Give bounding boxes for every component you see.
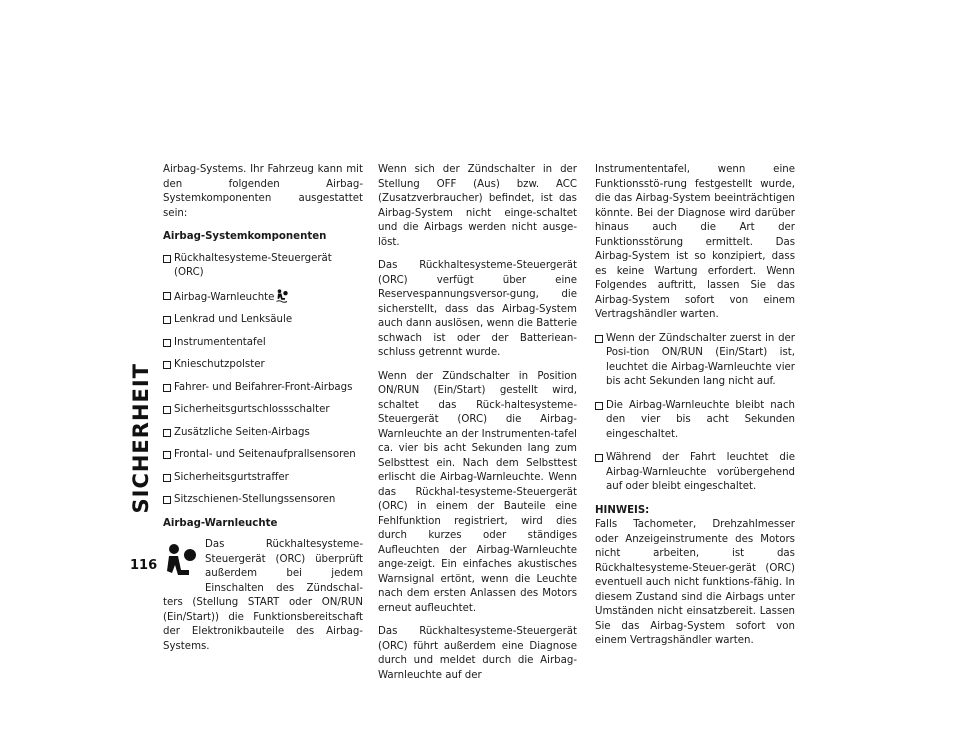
list-item: Lenkrad und Lenksäule [163, 313, 363, 328]
warning-light-paragraph: Das Rückhaltesysteme-Steuergerät (ORC) überprüft außerdem bei jedem Einschalten des Zündschal-ters (Stellung START oder ON/RUN (Ein/Start)) die Funktionsbereitschaft der Elektronikbauteile des Airbag-Systems. [163, 539, 363, 652]
section-label-text: SICHERHEIT [129, 362, 153, 513]
paragraph: Wenn sich der Zündschalter in der Stellung OFF (Aus) bzw. ACC (Zusatzverbraucher) befindet, ist das Airbag-System nicht einge-schaltet und die Airbags werden nicht ausge-löst. [378, 164, 577, 248]
column-3 [595, 163, 795, 658]
note-paragraph: Falls Tachometer, Drehzahlmesser oder Anzeigeinstrumente des Motors nicht arbeiten, ist das Rückhaltesysteme-Steuer-gerät (ORC) eventuell auch nicht funktions-fähig. In diesem Zustand sind die Airbags unter Umständen nicht einsatzbereit. Lassen Sie das Airbag-System sofort von einem Vertragshändler warten. [595, 519, 795, 646]
paragraph: Wenn der Zündschalter in Position ON/RUN (Ein/Start) gestellt wird, schaltet das Rück-haltesysteme-Steuergerät (ORC) die Airbag-Warnleuchte an der Instrumenten-tafel ca. vier bis acht Sekunden lang zum Selbsttest ein. Nach dem Selbsttest erlischt die Airbag-Warnleuchte. Wenn das Rückhal-tesysteme-Steuergerät (ORC) in einem der Bauteile eine Fehlfunktion registriert, wird dies durch kurzes oder ständiges Aufleuchten der Airbag-Warnleuchte ange-zeigt. Ein einfaches akustisches Warnsignal ertönt, wenn die Leuchte nach dem ersten Anlassen des Motors erneut aufleuchtet. [378, 370, 577, 614]
components-heading: Airbag-Systemkomponenten [163, 231, 327, 242]
warning-light-block [163, 538, 363, 654]
checkbox-bullet-icon [163, 339, 171, 347]
intro-paragraph: Airbag-Systems. Ihr Fahrzeug kann mit den folgenden Airbag-Systemkomponenten ausgestattet sein: [163, 164, 363, 219]
components-list [163, 252, 363, 508]
checkbox-bullet-icon [163, 496, 171, 504]
checkbox-bullet-icon [163, 451, 171, 459]
page-number: 116 [130, 558, 158, 573]
note-heading: HINWEIS: [595, 504, 650, 516]
list-item: Airbag-Warnleuchte [163, 289, 363, 306]
checkbox-bullet-icon [163, 429, 171, 437]
airbag-warning-icon [276, 289, 288, 303]
checkbox-bullet-icon [163, 474, 171, 482]
list-item: Rückhaltesysteme-Steuergerät (ORC) [163, 252, 363, 281]
symptoms-list [595, 332, 795, 495]
checkbox-bullet-icon [163, 316, 171, 324]
section-label [128, 163, 154, 513]
list-item: Frontal- und Seitenaufprallsensoren [163, 448, 363, 463]
list-item: Sicherheitsgurtstraffer [163, 471, 363, 486]
list-item: Sitzschienen-Stellungssensoren [163, 493, 363, 508]
list-item: Knieschutzpolster [163, 358, 363, 373]
paragraph: Das Rückhaltesysteme-Steuergerät (ORC) führt außerdem eine Diagnose durch und meldet durch die Airbag-Warnleuchte auf der [378, 626, 577, 681]
checkbox-bullet-icon [163, 292, 171, 300]
paragraph: Instrumententafel, wenn eine Funktionsstö-rung festgestellt wurde, die das Airbag-System beeinträchtigen könnte. Bei der Diagnose wird darüber hinaus auch die Art der Funktionsstörung ermittelt. Das Airbag-System ist so konzipiert, dass es keine Wartung erfordert. Wenn Folgendes auftritt, lassen Sie das Airbag-System sofort von einem Vertragshändler warten. [595, 164, 795, 320]
checkbox-bullet-icon [163, 384, 171, 392]
list-item: Sicherheitsgurtschlossschalter [163, 403, 363, 418]
airbag-warning-icon [163, 540, 199, 586]
checkbox-bullet-icon [163, 406, 171, 414]
checkbox-bullet-icon [163, 255, 171, 263]
column-1 [163, 163, 363, 663]
checkbox-bullet-icon [595, 454, 603, 462]
list-item: Während der Fahrt leuchtet die Airbag-Warnleuchte vorübergehend auf oder bleibt eingeschaltet. [595, 451, 795, 495]
paragraph: Das Rückhaltesysteme-Steuergerät (ORC) verfügt über eine Reservespannungsversor-gung, die sicherstellt, dass das Airbag-System auch dann auslösen, wenn die Batterie schwach ist oder der Batteriean-schluss getrennt wurde. [378, 260, 577, 358]
checkbox-bullet-icon [595, 335, 603, 343]
column-2 [378, 163, 577, 692]
checkbox-bullet-icon [595, 402, 603, 410]
list-item: Wenn der Zündschalter zuerst in der Posi-tion ON/RUN (Ein/Start) ist, leuchtet die Airbag-Warnleuchte vier bis acht Sekunden lang nicht auf. [595, 332, 795, 390]
list-item: Die Airbag-Warnleuchte bleibt nach den vier bis acht Sekunden eingeschaltet. [595, 399, 795, 443]
list-item: Fahrer- und Beifahrer-Front-Airbags [163, 381, 363, 396]
list-item: Instrumententafel [163, 336, 363, 351]
list-item: Zusätzliche Seiten-Airbags [163, 426, 363, 441]
checkbox-bullet-icon [163, 361, 171, 369]
warning-light-heading: Airbag-Warnleuchte [163, 517, 278, 529]
